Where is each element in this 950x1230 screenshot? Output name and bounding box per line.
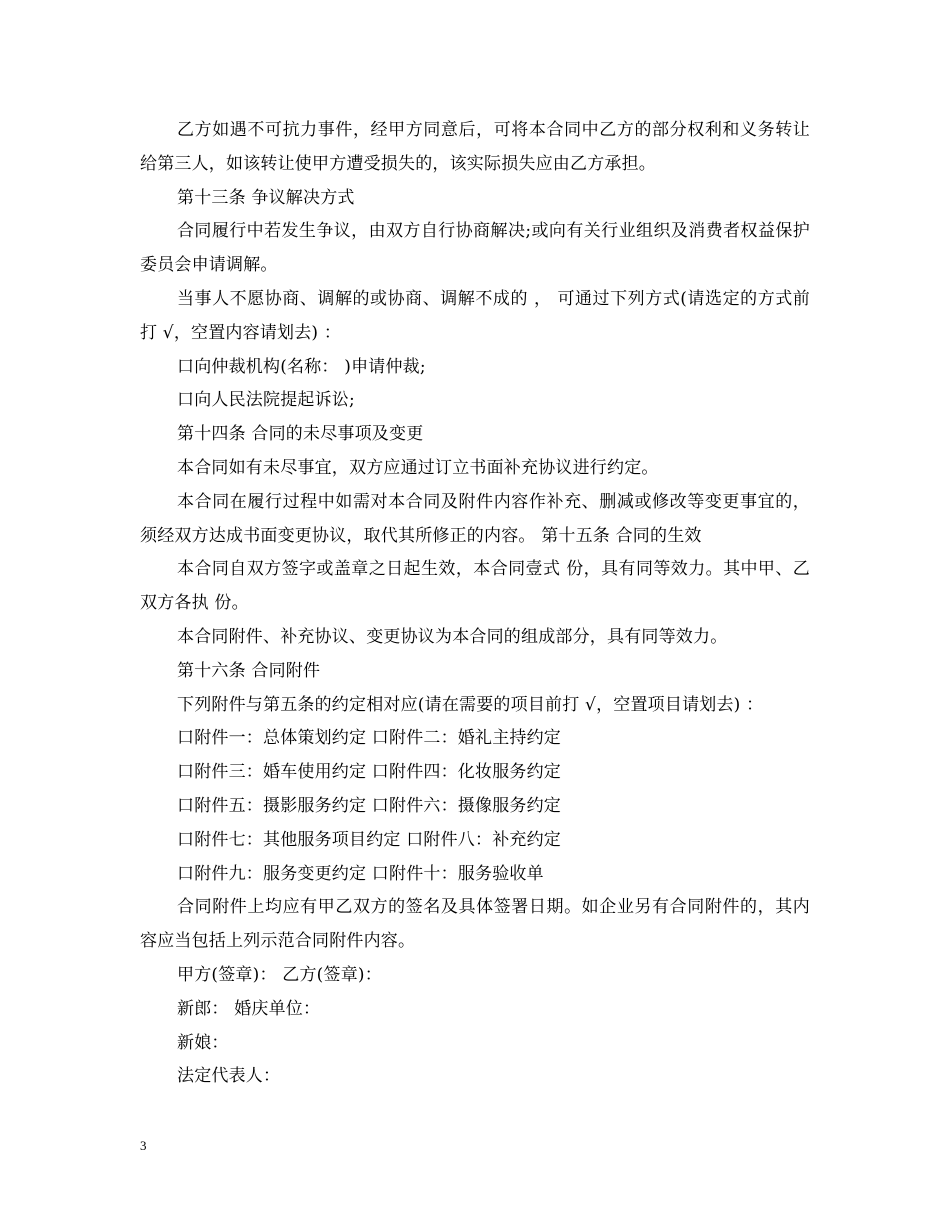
attachment-row-5: 口附件九：服务变更约定 口附件十：服务验收单 (177, 863, 544, 884)
heading-article-13: 第十三条 争议解决方式 (177, 187, 355, 208)
attachment-row-2: 口附件三：婚车使用约定 口附件四：化妆服务约定 (177, 762, 562, 783)
document-body (140, 114, 810, 1094)
heading-article-16: 第十六条 合同附件 (177, 660, 321, 681)
attachment-row-4: 口附件七：其他服务项目约定 口附件八：补充约定 (177, 829, 562, 850)
attachment-row-1: 口附件一：总体策划约定 口附件二：婚礼主持约定 (177, 728, 562, 749)
page-number: 3 (140, 1138, 147, 1153)
option-arbitration: 口向仲裁机构(名称： )申请仲裁; (177, 356, 426, 377)
signature-groom-company: 新郎： 婚庆单位： (177, 998, 321, 1019)
signature-parties: 甲方(签章)： 乙方(签章)： (177, 964, 382, 985)
paragraph-contract-changes: 本合同在履行过程中如需对本合同及附件内容作补充、删减或修改等变更事宜的，须经双方达成书面变更协议，取代其所修正的内容。 第十五条 合同的生效 (140, 491, 810, 546)
signature-legal-representative: 法定代表人： (177, 1066, 281, 1087)
paragraph-dispute-negotiation: 合同履行中若发生争议，由双方自行协商解决;或向有关行业组织及消费者权益保护委员会申请调解。 (140, 221, 810, 276)
paragraph-supplementary-agreement: 本合同如有未尽事宜，双方应通过订立书面补充协议进行约定。 (177, 457, 659, 478)
paragraph-attachments-signature: 合同附件上均应有甲乙双方的签名及具体签署日期。如企业另有合同附件的，其内容应当包括上列示范合同附件内容。 (140, 897, 810, 952)
paragraph-attachments-validity: 本合同附件、补充协议、变更协议为本合同的组成部分，具有同等效力。 (177, 626, 728, 647)
heading-article-14: 第十四条 合同的未尽事项及变更 (177, 424, 424, 445)
attachment-row-3: 口附件五：摄影服务约定 口附件六：摄像服务约定 (177, 795, 562, 816)
paragraph-attachments-intro: 下列附件与第五条的约定相对应(请在需要的项目前打 √，空置项目请划去) ： (177, 694, 764, 715)
paragraph-force-majeure: 乙方如遇不可抗力事件，经甲方同意后，可将本合同中乙方的部分权利和义务转让给第三人，如该转让使甲方遭受损失的，该实际损失应由乙方承担。 (140, 120, 810, 174)
paragraph-dispute-options: 当事人不愿协商、调解的或协商、调解不成的 ， 可通过下列方式(请选定的方式前打 √，空置内容请划去) ： (140, 288, 810, 343)
signature-bride: 新娘： (177, 1032, 229, 1053)
paragraph-effectiveness: 本合同自双方签字或盖章之日起生效，本合同壹式 份，具有同等效力。其中甲、乙双方各执 份。 (140, 559, 810, 614)
option-litigation: 口向人民法院提起诉讼; (177, 390, 355, 411)
